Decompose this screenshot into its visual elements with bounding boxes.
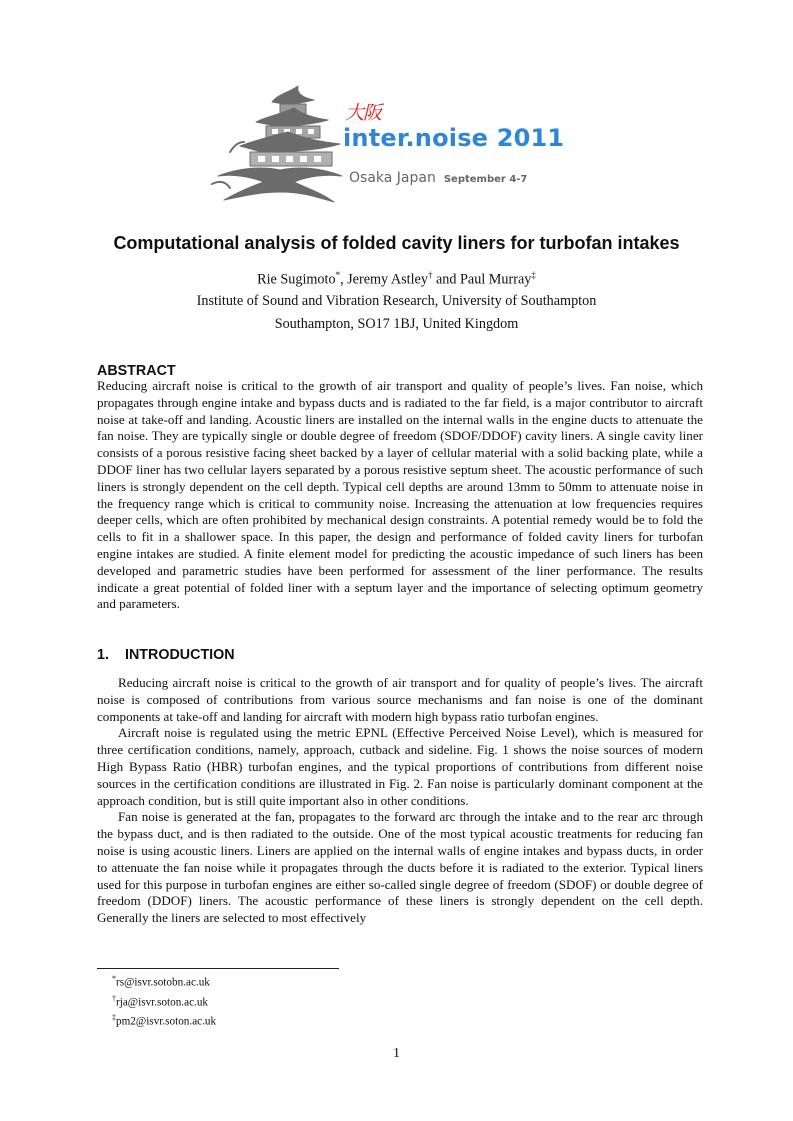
introduction-body bbox=[97, 675, 703, 927]
paragraph: Reducing aircraft noise is critical to the growth of air transport and for quality of people’s lives. The aircraft noise is composed of contributions from various source mechanisms and fan noise is one of the dominant components at take-off and landing for aircraft with modern high bypass ratio turbofan engines. bbox=[97, 675, 703, 724]
footnote-mark: * bbox=[112, 974, 116, 983]
author-name: Rie Sugimoto bbox=[257, 271, 336, 288]
conference-logo bbox=[210, 80, 565, 205]
abstract-heading: ABSTRACT bbox=[97, 363, 176, 379]
section-heading-introduction bbox=[97, 647, 235, 663]
footnote bbox=[112, 991, 216, 1011]
author-mark: † bbox=[427, 270, 433, 280]
footnote-email: rja@isvr.soton.ac.uk bbox=[116, 996, 209, 1009]
author-separator: , bbox=[340, 271, 348, 288]
footnotes bbox=[112, 971, 216, 1030]
page-number: 1 bbox=[393, 1046, 400, 1061]
logo-kanji: 大阪 bbox=[345, 102, 382, 124]
footnote-mark: ‡ bbox=[112, 1013, 116, 1023]
author-list bbox=[0, 270, 793, 289]
abstract-body bbox=[97, 378, 703, 613]
abstract-text: Reducing aircraft noise is critical to the growth of air transport and quality of people’s lives. Fan noise, which propagates through engine intake and bypass ducts and is radiated to the far field, is a major contributor to aircraft noise at take-off and landing. Acoustic liners are installed on the internal walls in the engine ducts to attenuate the fan noise. They are typically single or double degree of freedom (SDOF/DDOF) cavity liners. A single cavity liner consists of a porous resistive facing sheet backed by a layer of cellular material with a solid backing plate, while a DDOF liner has two cellular layers separated by a porous resistive septum sheet. The acoustic performance of such liners is strongly dependent on the cell depth. Typical cell depths are around 13mm to 50mm to attenuate noise in the frequency range which is critical to community noise. Increasing the attenuation at low frequencies requires deeper cells, which are often prohibited by mechanical design constraints. A potential remedy would be to fold the cells to fit in a shallower space. In this paper, the design and performance of folded cavity liners for turbofan engine intakes are studied. A finite element model for predicting the acoustic impedance of such liners has been developed and parametric studies have been performed for assessment of the liner performance. The results indicate a great potential of folded liner with a septum layer and the importance of selecting optimum geometry and parameters. bbox=[97, 378, 703, 612]
author-name: Paul Murray bbox=[460, 271, 532, 288]
section-number: 1. bbox=[97, 647, 109, 663]
footnote-email: pm2@isvr.soton.ac.uk bbox=[116, 1016, 217, 1029]
footnote-email: rs@isvr.sotobn.ac.uk bbox=[116, 976, 210, 989]
author-mark: ‡ bbox=[531, 270, 536, 280]
logo-location bbox=[349, 170, 527, 186]
logo-place-text: Osaka Japan bbox=[349, 170, 436, 186]
author-separator: and bbox=[432, 271, 461, 288]
footnote bbox=[112, 1010, 216, 1030]
paper-title: Computational analysis of folded cavity liners for turbofan intakes bbox=[113, 233, 680, 253]
logo-title: inter.noise 2011 bbox=[343, 124, 565, 152]
paragraph: Aircraft noise is regulated using the metric EPNL (Effective Perceived Noise Level), which is measured for three certification conditions, namely, approach, cutback and sideline. Fig. 1 shows the noise sources of modern High Bypass Ratio (HBR) turbofan engines, and the typical proportions of contributions from different noise sources in the certification conditions are illustrated in Fig. 2. Fan noise is particularly dominant component at the approach condition, but is still quite important also in other conditions. bbox=[97, 725, 703, 808]
author-mark: * bbox=[335, 270, 341, 280]
author-name: Jeremy Astley bbox=[347, 271, 428, 288]
affiliation-institute: Institute of Sound and Vibration Research, University of Southampton bbox=[196, 293, 597, 309]
footnote-divider bbox=[97, 968, 339, 969]
section-title: INTRODUCTION bbox=[125, 647, 235, 663]
footnote-mark: † bbox=[112, 993, 116, 1003]
footnote bbox=[112, 971, 216, 991]
affiliation-address: Southampton, SO17 1BJ, United Kingdom bbox=[274, 316, 519, 332]
paragraph: Fan noise is generated at the fan, propagates to the forward arc through the intake and to the rear arc through the bypass duct, and is then radiated to the outside. One of the most typical acoustic treatments for reducing fan noise is using acoustic liners. Liners are applied on the internal walls of engine intakes and bypass ducts, in order to attenuate the fan noise while it propagates through the ducts before it is radiated to the exterior. Typical liners used for this purpose in turbofan engines are either so-called single degree of freedom (SDOF) or double degree of freedom (DDOF) liners. The acoustic performance of these liners is strongly dependent on the cell depth. Generally the liners are selected to most effectively bbox=[97, 809, 703, 926]
logo-date: September 4-7 bbox=[443, 174, 528, 185]
osaka-castle-icon bbox=[210, 80, 350, 205]
